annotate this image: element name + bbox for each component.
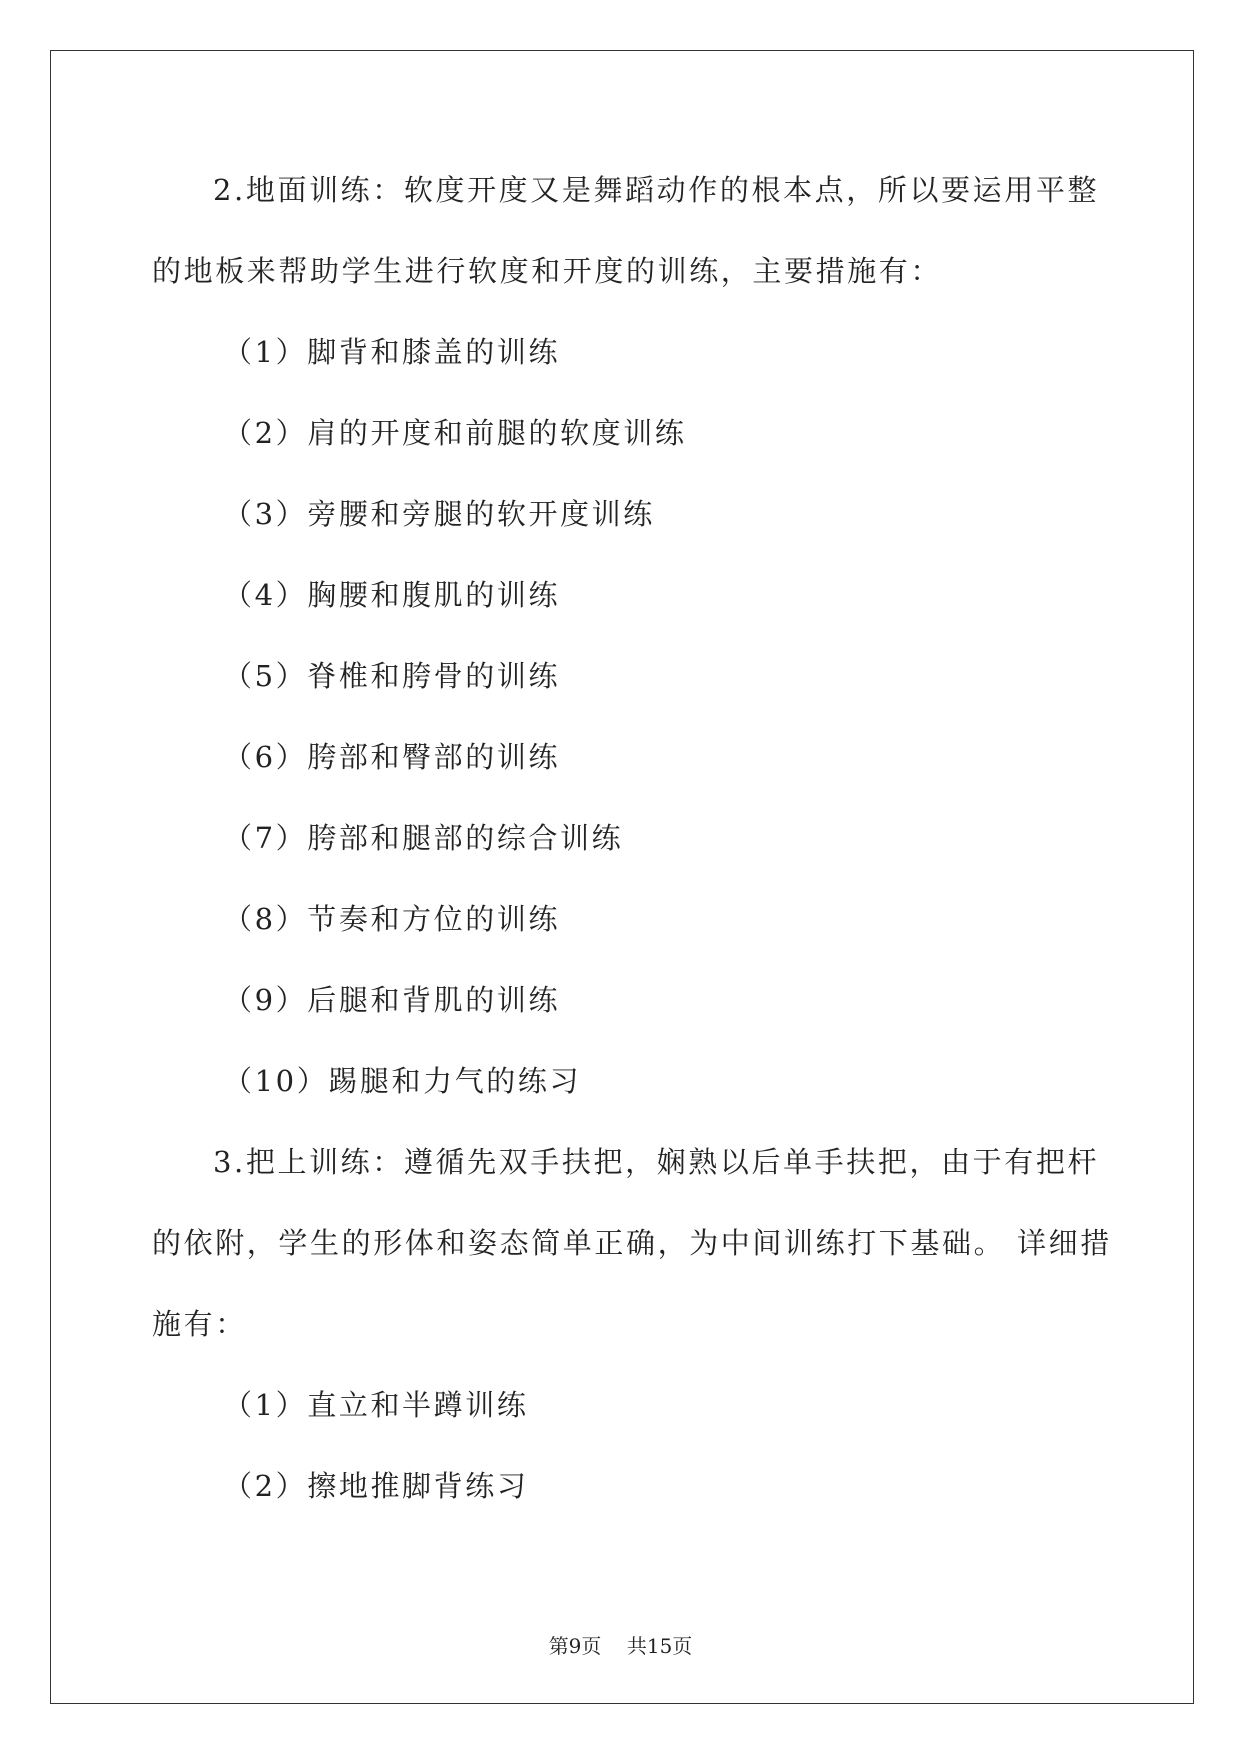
list-item: （1）直立和半蹲训练 (223, 1388, 529, 1422)
list-item: （10）踢腿和力气的练习 (223, 1064, 582, 1098)
paragraph-3-line-3: 施有： (152, 1307, 247, 1341)
list-item: （6）胯部和臀部的训练 (223, 740, 561, 774)
list-item: （3）旁腰和旁腿的软开度训练 (223, 497, 655, 531)
page-total: 共15页 (626, 1634, 693, 1658)
paragraph-3-line-1: 3.把上训练：遵循先双手扶把，娴熟以后单手扶把，由于有把杆 (213, 1145, 1100, 1179)
paragraph-2-line-1: 2.地面训练：软度开度又是舞蹈动作的根本点，所以要运用平整 (213, 173, 1100, 207)
list-item: （2）肩的开度和前腿的软度训练 (223, 416, 687, 450)
list-item: （9）后腿和背肌的训练 (223, 983, 561, 1017)
paragraph-2-line-2: 的地板来帮助学生进行软度和开度的训练，主要措施有： (152, 254, 943, 288)
paragraph-3-line-2: 的依附，学生的形体和姿态简单正确，为中间训练打下基础。 详细措 (152, 1226, 1112, 1260)
list-item: （1）脚背和膝盖的训练 (223, 335, 561, 369)
list-item: （4）胸腰和腹肌的训练 (223, 578, 561, 612)
list-item: （5）脊椎和胯骨的训练 (223, 659, 561, 693)
page-border (50, 50, 1194, 1704)
list-item: （2）擦地推脚背练习 (223, 1469, 529, 1503)
page-number: 第9页 (548, 1634, 602, 1658)
list-item: （7）胯部和腿部的综合训练 (223, 821, 624, 855)
page-footer (0, 1634, 1241, 1658)
list-item: （8）节奏和方位的训练 (223, 902, 561, 936)
